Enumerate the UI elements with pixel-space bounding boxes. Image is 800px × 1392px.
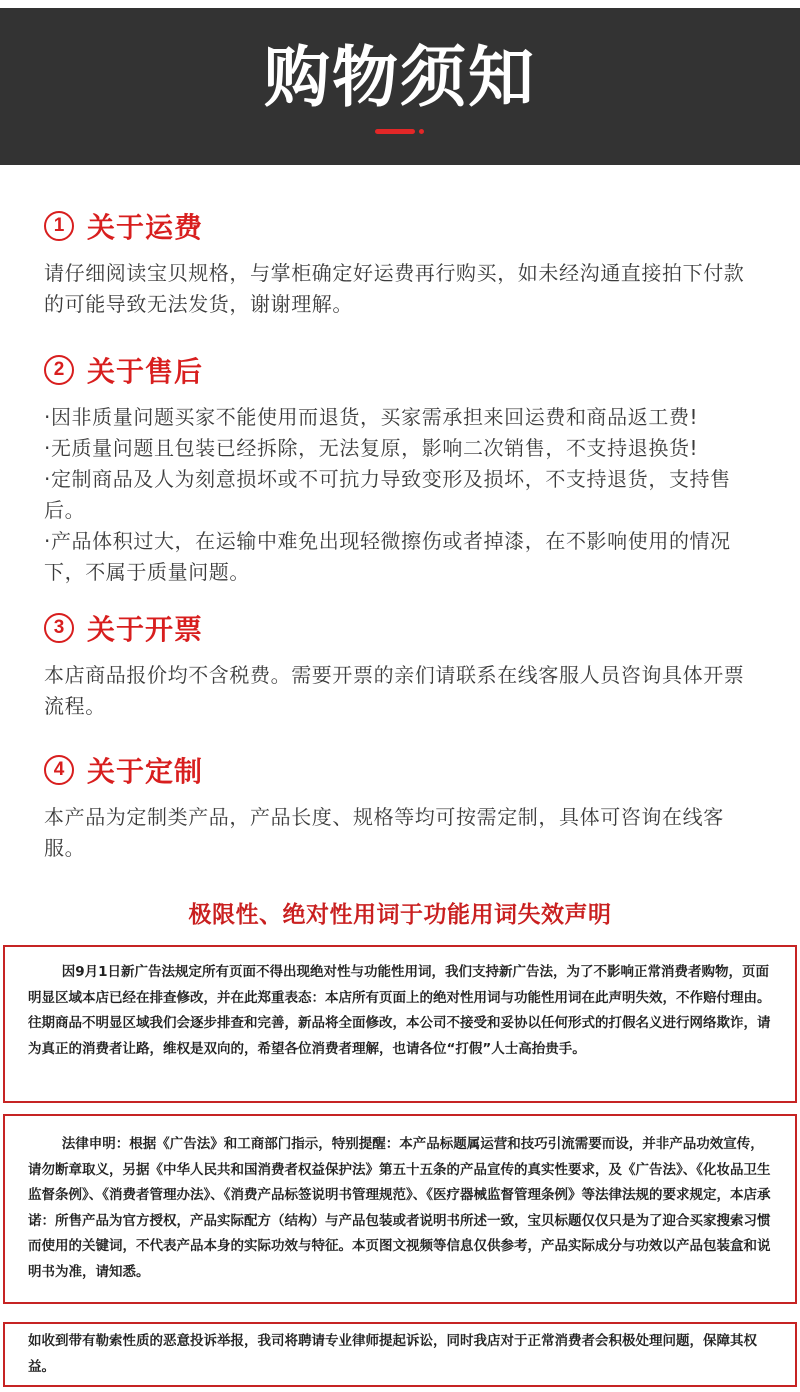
section-title: 关于定制 <box>87 755 204 788</box>
title-underline-dot <box>419 129 424 134</box>
section-header <box>44 608 764 648</box>
circled-number-icon: 3 <box>44 613 74 643</box>
top-strip <box>0 0 800 8</box>
section-paragraph: ·因非质量问题买家不能使用而退货，买家需承担来回运费和商品返工费! <box>44 405 699 429</box>
declaration-box-complaint-notice <box>3 1322 797 1387</box>
section-title: 关于售后 <box>87 355 204 388</box>
circled-number-icon: 1 <box>44 211 74 241</box>
section-paragraph: 本产品为定制类产品，产品长度、规格等均可按需定制，具体可咨询在线客服。 <box>44 805 724 860</box>
declaration-text: 法律申明：根据《广告法》和工商部门指示，特别提醒：本产品标题属运营和技巧引流需要而设，并非产品功效宣传，请勿断章取义，另据《中华人民共和国消费者权益保护法》第五十五条的产品宣传的真实性要求，及《广告法》、《化妆品卫生监督条例》、《消费者管理办法》、《消费产品标签说明书管理规范》、《医疗器械监督管理条例》等法律法规的要求规定，本店承诺：所售产品为官方授权，产品实际配方（结构）与产品包装或者说明书所述一致，宝贝标题仅仅只是为了迎合买家搜索习惯而使用的关键词，不代表产品本身的实际功效与特征。本页图文视频等信息仅供参考，产品实际成分与功效以产品包装盒和说明书为准，请知悉。 <box>28 1136 771 1280</box>
section-invoice <box>44 608 764 722</box>
section-customization <box>44 750 764 864</box>
title-underline-dash <box>375 129 415 134</box>
section-header <box>44 350 764 390</box>
declaration-box-advertising-law <box>3 945 797 1103</box>
declaration-box-legal-notice <box>3 1114 797 1304</box>
section-after-sales <box>44 350 764 588</box>
circled-number-icon: 4 <box>44 755 74 785</box>
section-header <box>44 750 764 790</box>
section-paragraph: 请仔细阅读宝贝规格，与掌柜确定好运费再行购买，如未经沟通直接拍下付款的可能导致无法发货，谢谢理解。 <box>44 261 745 316</box>
section-paragraph: ·无质量问题且包装已经拆除，无法复原，影响二次销售，不支持退换货! <box>44 436 699 460</box>
declaration-text: 因9月1日新广告法规定所有页面不得出现绝对性与功能性用词，我们支持新广告法，为了不影响正常消费者购物，页面明显区域本店已经在排查修改，并在此郑重表态：本店所有页面上的绝对性用词与功能性用词在此声明失效，不作赔付理由。往期商品不明显区域我们会逐步排查和完善，新品将全面修改，本公司不接受和妥协以任何形式的打假名义进行网络欺诈，请为真正的消费者让路，维权是双向的，希望各位消费者理解，也请各位“打假”人士高抬贵手。 <box>28 964 771 1057</box>
declaration-text: 如收到带有勒索性质的恶意投诉举报，我司将聘请专业律师提起诉讼，同时我店对于正常消费者会积极处理问题，保障其权益。 <box>28 1333 757 1375</box>
section-paragraph: 本店商品报价均不含税费。需要开票的亲们请联系在线客服人员咨询具体开票流程。 <box>44 663 745 718</box>
section-body <box>44 258 764 320</box>
section-title: 关于开票 <box>87 613 204 646</box>
header-banner <box>0 8 800 165</box>
section-body <box>44 802 764 864</box>
circled-number-icon: 2 <box>44 355 74 385</box>
declaration-title: 极限性、绝对性用词于功能用词失效声明 <box>188 902 612 928</box>
page-title: 购物须知 <box>264 39 536 116</box>
section-header <box>44 206 764 246</box>
section-shipping <box>44 206 764 320</box>
section-body <box>44 660 764 722</box>
section-body <box>44 402 764 588</box>
section-title: 关于运费 <box>87 211 204 244</box>
section-paragraph: ·定制商品及人为刻意损坏或不可抗力导致变形及损坏，不支持退货，支持售后。 <box>44 467 731 522</box>
section-paragraph: ·产品体积过大，在运输中难免出现轻微擦伤或者掉漆，在不影响使用的情况下，不属于质量问题。 <box>44 529 731 584</box>
